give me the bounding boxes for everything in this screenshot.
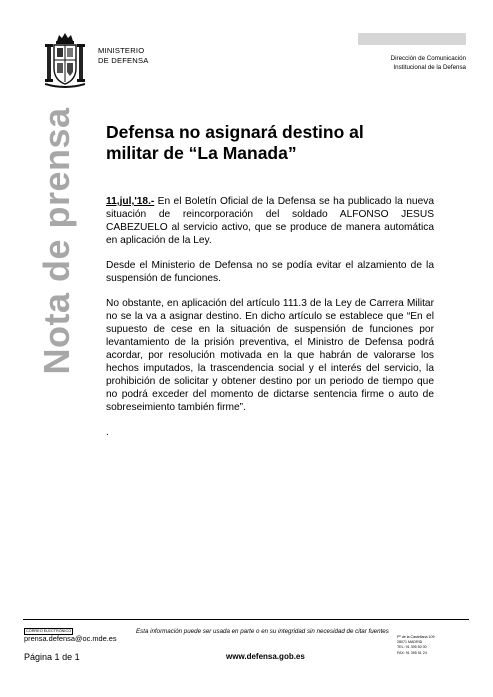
- header-grey-bar: [358, 33, 466, 45]
- address-line-2: 28071 MADRID: [397, 640, 423, 645]
- paragraph-3: No obstante, en aplicación del artículo 111.3 de la Ley de Carrera Militar no se la va a asignar destino. En dicho artículo se establece que “En el supuesto de cese en la situación de suspensión de funciones por levantamiento de la prisión preventiva, el Ministro de Defensa podrá acordar, por resolución motivada en la que habrán de valorarse los hechos imputados, la trascendencia social y el interés del servicio, la prohibición de solicitar y obtener destino por un periodo de tiempo que no podrá exceder del momento de dictarse sentencia firme o auto de sobreseimiento también firme”.: [106, 298, 434, 413]
- ministry-line-2: DE DEFENSA: [98, 56, 149, 65]
- department-line-2: Institucional de la Defensa: [393, 63, 466, 71]
- page-of: de: [62, 652, 73, 662]
- email-label: CORREO ELECTRÓNICO: [26, 629, 72, 633]
- address-line-3: TEL: 91 395 50 00: [397, 645, 427, 650]
- paragraph-1: [106, 196, 434, 248]
- address-line-1: Pº de la Castellana 109: [397, 635, 435, 639]
- page-number: 1: [54, 652, 60, 662]
- headline-line-2: militar de “La Manada”: [106, 143, 297, 163]
- paragraph-1-text: En el Boletín Oficial de la Defensa se ha publicado la nueva situación de reincorporación del soldado ALFONSO JESUS CABEZUELO al servicio activo, que se produce de manera automática en aplicación de la Ley.: [106, 196, 434, 246]
- ministry-name: [98, 46, 149, 66]
- department-name: [358, 55, 466, 72]
- address-block: [397, 635, 434, 656]
- footer-divider: [23, 619, 469, 620]
- ministry-line-1: MINISTERIO: [98, 46, 145, 55]
- department-line-1: Dirección de Comunicación: [390, 55, 466, 62]
- side-label: Nota de prensa: [36, 107, 77, 375]
- paragraph-4: .: [106, 427, 109, 439]
- page-total: 1: [74, 652, 80, 662]
- paragraph-2: Desde el Ministerio de Defensa no se podía evitar el alzamiento de la suspensión de funciones.: [106, 260, 434, 285]
- article-body: [106, 196, 434, 453]
- release-date: 11,jul,'18.-: [106, 196, 155, 207]
- website-link[interactable]: www.defensa.gob.es: [226, 652, 305, 661]
- contact-email-link[interactable]: prensa.defensa@oc.mde.es: [24, 634, 117, 643]
- side-label-container: [36, 107, 78, 375]
- address-line-4: FAX: 91 395 51 24: [397, 650, 427, 655]
- coat-of-arms-icon: [45, 32, 85, 90]
- page-word: Página: [24, 652, 53, 662]
- headline: [106, 122, 406, 164]
- headline-line-1: Defensa no asignará destino al: [106, 122, 364, 142]
- usage-disclaimer: Esta información puede ser usada en parte o en su integridad sin necesidad de citar fuentes: [136, 628, 389, 635]
- page-counter: [24, 652, 80, 662]
